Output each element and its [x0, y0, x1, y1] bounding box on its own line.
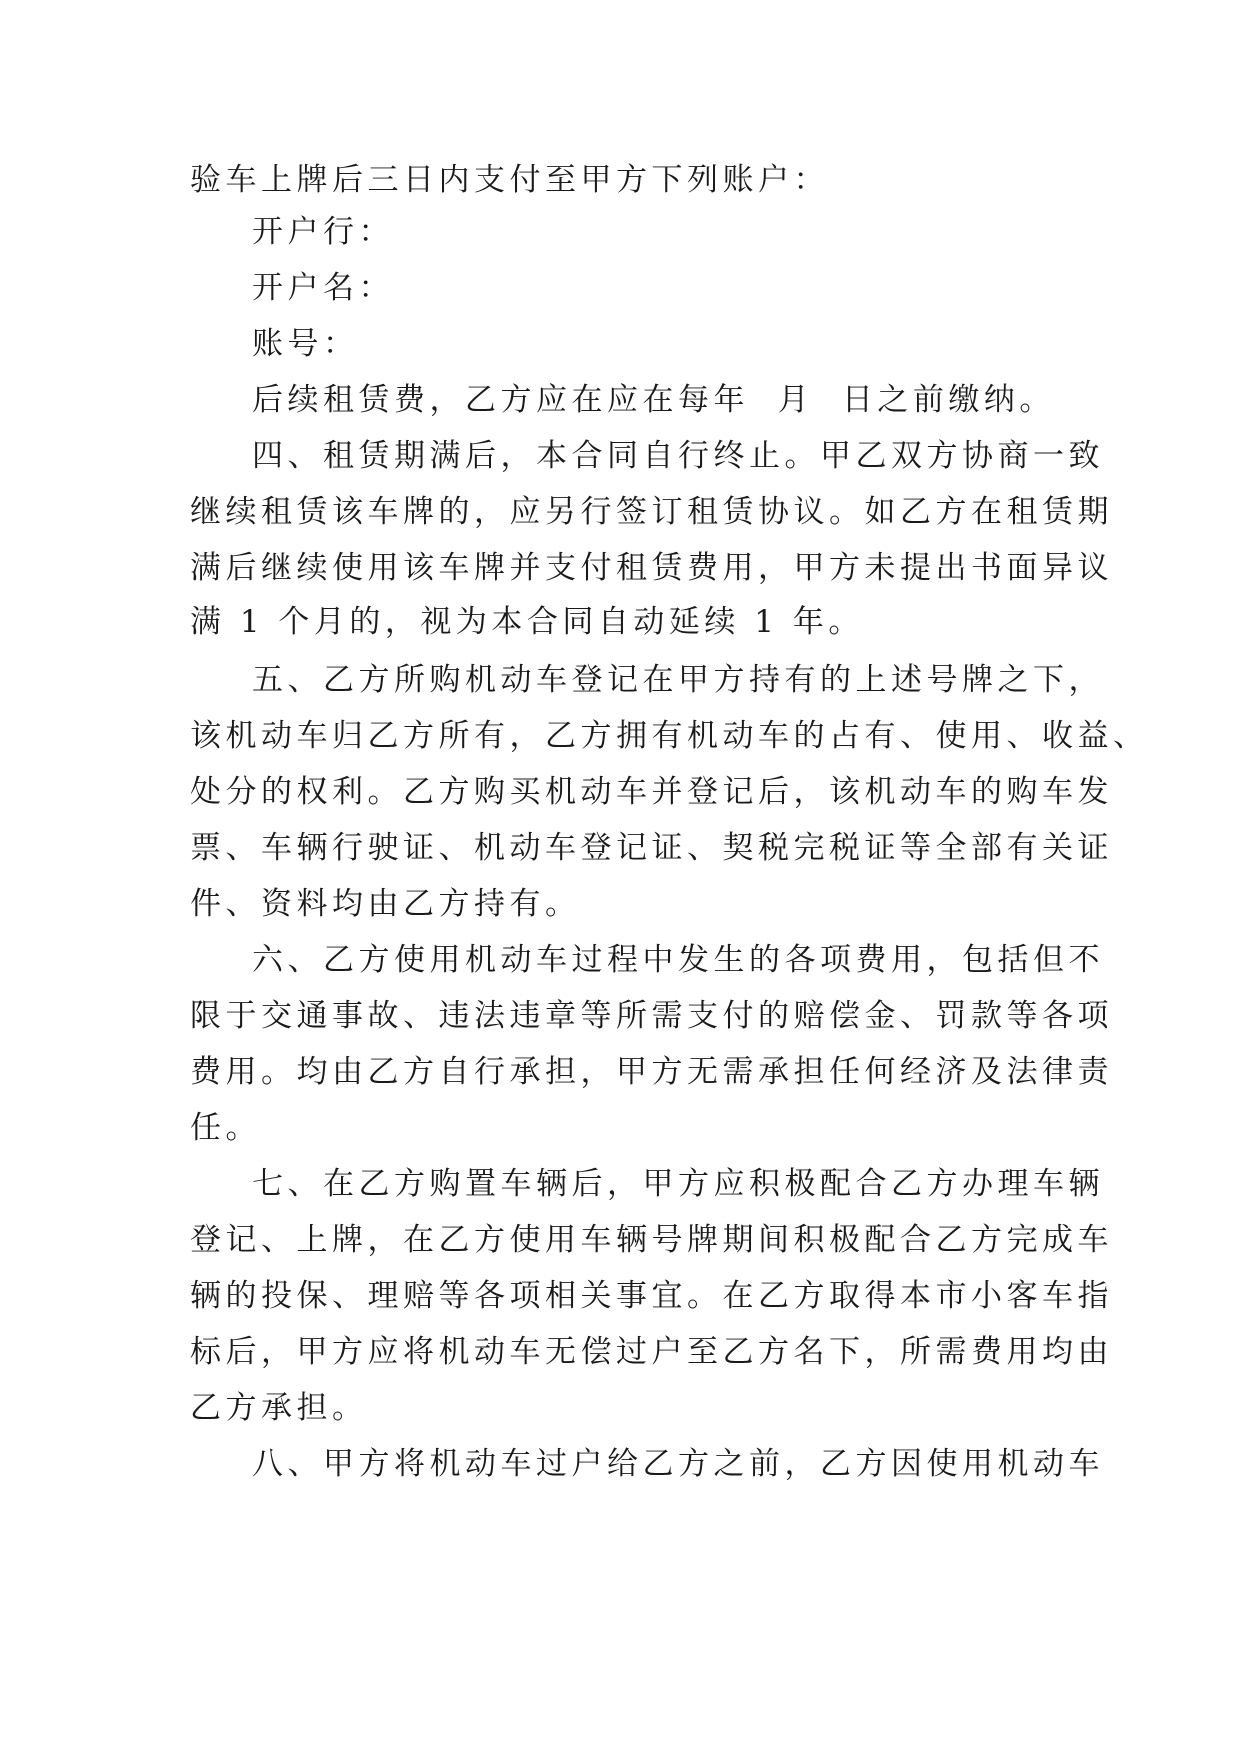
text-line: 任。	[190, 1110, 261, 1146]
text-line: 该机动车归乙方所有，乙方拥有机动车的占有、使用、收益、	[190, 718, 1149, 754]
text-line: 开户行：	[252, 214, 394, 250]
text-line: 四、租赁期满后，本合同自行终止。甲乙双方协商一致	[252, 438, 1104, 474]
text-line: 五、乙方所购机动车登记在甲方持有的上述号牌之下，	[252, 662, 1104, 698]
text-line: 开户名：	[252, 270, 394, 306]
text-line: 处分的权利。乙方购买机动车并登记后，该机动车的购车发	[190, 774, 1113, 810]
text-line: 乙方承担。	[190, 1390, 368, 1426]
text-line: 辆的投保、理赔等各项相关事宜。在乙方取得本市小客车指	[190, 1278, 1113, 1314]
text-line: 票、车辆行驶证、机动车登记证、契税完税证等全部有关证	[190, 830, 1113, 866]
text-line: 八、甲方将机动车过户给乙方之前，乙方因使用机动车	[252, 1446, 1104, 1482]
text-line: 费用。均由乙方自行承担，甲方无需承担任何经济及法律责	[190, 1054, 1113, 1090]
text-line: 标后，甲方应将机动车无偿过户至乙方名下，所需费用均由	[190, 1334, 1113, 1370]
text-line: 账号：	[252, 326, 359, 362]
text-line: 限于交通事故、违法违章等所需支付的赔偿金、罚款等各项	[190, 998, 1113, 1034]
text-line: 满后继续使用该车牌并支付租赁费用，甲方未提出书面异议	[190, 550, 1113, 586]
text-line: 件、资料均由乙方持有。	[190, 886, 581, 922]
text-line: 六、乙方使用机动车过程中发生的各项费用，包括但不	[252, 942, 1104, 978]
text-line: 继续租赁该车牌的，应另行签订租赁协议。如乙方在租赁期	[190, 494, 1113, 530]
text-line: 满 1 个月的，视为本合同自动延续 1 年。	[190, 604, 864, 640]
text-line: 验车上牌后三日内支付至甲方下列账户：	[190, 162, 829, 198]
text-line: 后续租赁费，乙方应在应在每年 月 日之前缴纳。	[252, 382, 1055, 418]
text-line: 登记、上牌，在乙方使用车辆号牌期间积极配合乙方完成车	[190, 1222, 1113, 1258]
text-line: 七、在乙方购置车辆后，甲方应积极配合乙方办理车辆	[252, 1166, 1104, 1202]
